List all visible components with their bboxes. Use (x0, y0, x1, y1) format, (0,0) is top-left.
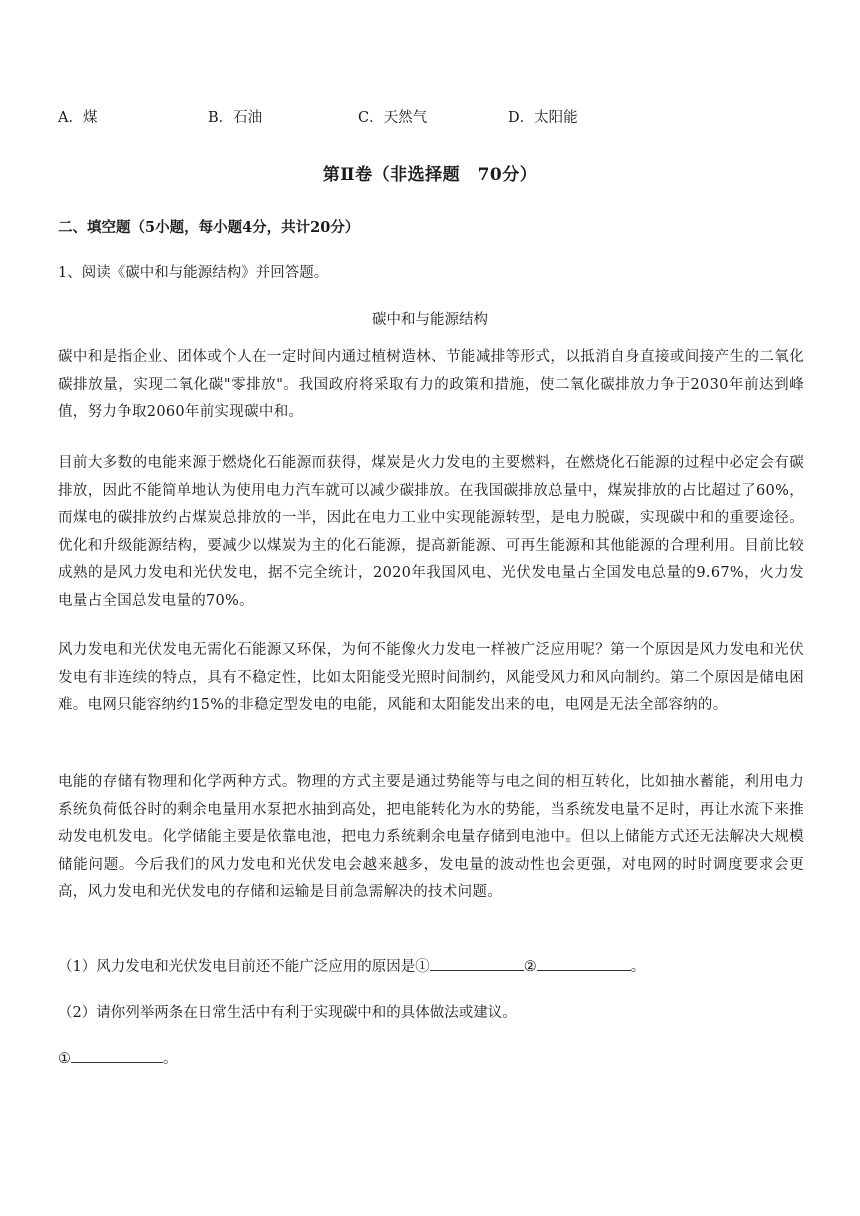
answer-line-1-end: 。 (163, 1051, 178, 1067)
sub-question-1-text: （1）风力发电和光伏发电目前还不能广泛应用的原因是① (58, 959, 430, 975)
article-title: 碳中和与能源结构 (372, 312, 488, 328)
part-heading: 二、填空题（5小题，每小题4分，共计20分） (58, 219, 360, 236)
answer-line-1-prefix: ① (58, 1051, 71, 1067)
article-paragraph: 目前大多数的电能来源于燃烧化石能源而获得，煤炭是火力发电的主要燃料，在燃烧化石能源的过程中必定会有碳排放，因此不能简单地认为使用电力汽车就可以减少碳排放。在我国碳排放总量中，煤炭排放的占比超过了60%，而煤电的碳排放约占煤炭总排放的一半，因此在电力工业中实现能源转型，是电力脱碳，实现碳中和的重要途径。优化和升级能源结构，要减少以煤炭为主的化石能源，提高新能源、可再生能源和其他能源的合理利用。目前比较成熟的是风力发电和光伏发电，据不完全统计，2020年我国风电、光伏发电量占全国发电总量的9.67%，火力发电量占全国总发电量的70%。 (58, 455, 804, 609)
article-paragraph: 电能的存储有物理和化学两种方式。物理的方式主要是通过势能等与电之间的相互转化，比如抽水蓄能，利用电力系统负荷低谷时的剩余电量用水泵把水抽到高处，把电能转化为水的势能，当系统发电量不足时，再让水流下来推动发电机发电。化学储能主要是依靠电池，把电力系统剩余电量存储到电池中。但以上储能方式还无法解决大规模储能问题。今后我们的风力发电和光伏发电会越来越多，发电量的波动性也会更强，对电网的时时调度要求会更高，风力发电和光伏发电的存储和运输是目前急需解决的技术问题。 (58, 774, 804, 900)
sub-question-1 (58, 955, 645, 976)
section-title: 第Ⅱ卷（非选择题 70分） (322, 165, 538, 185)
sub-question-2: （2）请你列举两条在日常生活中有利于实现碳中和的具体做法或建议。 (58, 1005, 517, 1021)
answer-blank-1[interactable] (430, 956, 524, 971)
option-c: C．天然气 (358, 110, 428, 126)
option-d: D．太阳能 (508, 110, 578, 126)
article-paragraph: 碳中和是指企业、团体或个人在一定时间内通过植树造林、节能减排等形式，以抵消自身直接或间接产生的二氧化碳排放量，实现二氧化碳"零排放"。我国政府将采取有力的政策和措施，使二氧化碳排放力争于2030年前达到峰值，努力争取2060年前实现碳中和。 (58, 349, 804, 420)
question-intro: 1、阅读《碳中和与能源结构》并回答题。 (58, 265, 329, 281)
article-paragraph: 风力发电和光伏发电无需化石能源又环保，为何不能像火力发电一样被广泛应用呢？第一个原因是风力发电和光伏发电有非连续的特点，具有不稳定性，比如太阳能受光照时间制约，风能受风力和风向制约。第二个原因是储电困难。电网只能容纳约15%的非稳定型发电的电能，风能和太阳能发出来的电，电网是无法全部容纳的。 (58, 642, 804, 713)
sub-question-1-mid: ② (523, 959, 537, 975)
answer-blank-2[interactable] (537, 956, 631, 971)
option-b: B．石油 (208, 110, 263, 126)
option-a: A．煤 (58, 110, 98, 126)
sub-question-1-end: 。 (630, 959, 646, 975)
answer-line-1 (58, 1047, 178, 1068)
answer-blank-3[interactable] (71, 1048, 163, 1063)
choice-options (58, 106, 818, 132)
